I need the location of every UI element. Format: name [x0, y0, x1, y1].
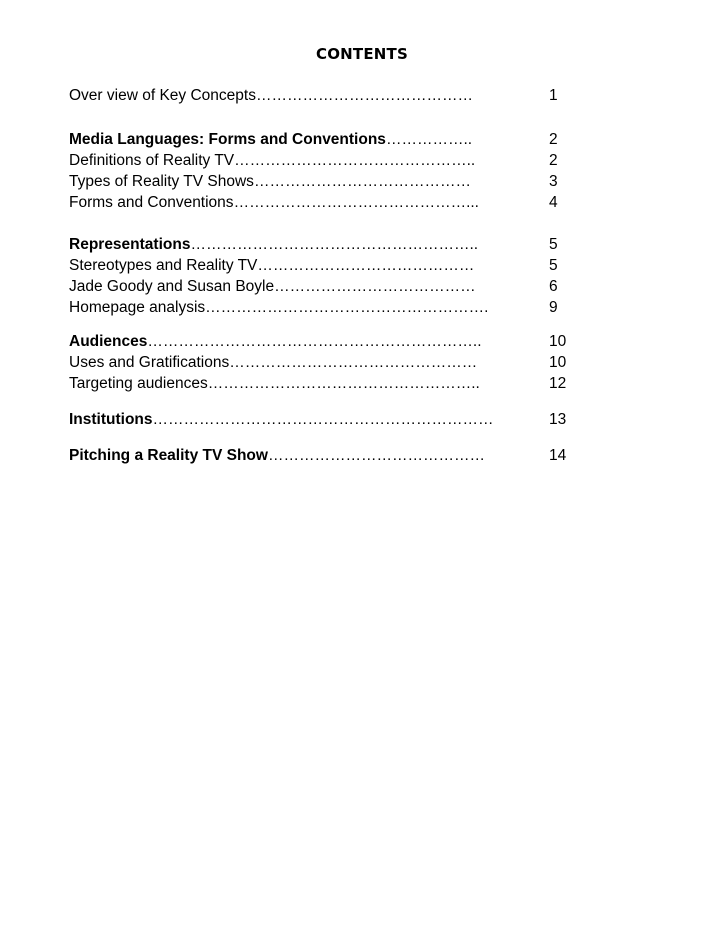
toc-entry-title: Institutions	[69, 411, 153, 428]
toc-entry	[69, 256, 589, 276]
toc-entry-page-number: 10	[549, 333, 567, 350]
toc-entry-title: Jade Goody and Susan Boyle	[69, 278, 275, 295]
toc-entry-page-number: 2	[549, 152, 558, 169]
toc-entry-page-number: 5	[549, 236, 558, 253]
toc-entry-title: Over view of Key Concepts	[69, 87, 256, 104]
toc-entry-leader: ……………………………………………….	[205, 299, 489, 316]
toc-entry	[69, 446, 589, 466]
toc-entry-leader: …………………………………………	[229, 354, 478, 371]
toc-entry	[69, 130, 589, 150]
toc-entry-title: Types of Reality TV Shows	[69, 173, 254, 190]
toc-entry	[69, 410, 589, 430]
toc-entry-leader: ……………………………………	[255, 87, 473, 104]
toc-entry-title: Homepage analysis	[69, 299, 206, 316]
toc-entry	[69, 298, 589, 318]
toc-entry-page-number: 13	[549, 411, 567, 428]
toc-entry-title: Representations	[69, 236, 191, 253]
contents-heading-text: CONTENTS	[316, 45, 408, 63]
contents-heading	[0, 45, 728, 63]
toc-entry-page-number: 6	[549, 278, 558, 295]
toc-entry-leader: ……………..	[385, 131, 473, 148]
toc-entry-leader: ……………………………………	[253, 173, 471, 190]
toc-entry-page-number: 1	[549, 87, 558, 104]
toc-entry-title: Audiences	[69, 333, 148, 350]
toc-entry	[69, 277, 589, 297]
toc-entry-leader: ……………………………………………..	[207, 375, 480, 392]
toc-entry	[69, 172, 589, 192]
toc-entry-leader: ………………………………………..	[234, 152, 476, 169]
toc-entry-page-number: 12	[549, 375, 567, 392]
toc-entry	[69, 235, 589, 255]
toc-entry-title: Stereotypes and Reality TV	[69, 257, 258, 274]
toc-entry-page-number: 3	[549, 173, 558, 190]
toc-entry-title: Media Languages: Forms and Conventions	[69, 131, 386, 148]
toc-entry-title: Targeting audiences	[69, 375, 208, 392]
toc-entry-title: Definitions of Reality TV	[69, 152, 235, 169]
toc-entry-page-number: 10	[549, 354, 567, 371]
toc-entry-leader: ………………………………………………..	[190, 236, 479, 253]
toc-entry	[69, 332, 589, 352]
toc-entry	[69, 193, 589, 213]
toc-entry	[69, 353, 589, 373]
toc-entry-page-number: 9	[549, 299, 558, 316]
toc-entry-title: Pitching a Reality TV Show	[69, 447, 268, 464]
toc-entry-title: Forms and Conventions	[69, 194, 234, 211]
toc-entry	[69, 86, 589, 106]
toc-entry-leader: …………………………………	[274, 278, 476, 295]
toc-entry-page-number: 4	[549, 194, 558, 211]
toc-entry-page-number: 2	[549, 131, 558, 148]
toc-entry	[69, 151, 589, 171]
toc-entry	[69, 374, 589, 394]
toc-entry-leader: ………………………………………………………..	[147, 333, 482, 350]
toc-entry-leader: …………………………………………………………	[152, 411, 494, 428]
toc-entry-leader: ……………………………………	[257, 257, 475, 274]
toc-entry-leader: ………………………………………...	[233, 194, 479, 211]
toc-entry-page-number: 14	[549, 447, 567, 464]
toc-entry-leader: ……………………………………	[267, 447, 485, 464]
toc-entry-title: Uses and Gratifications	[69, 354, 230, 371]
toc-entry-page-number: 5	[549, 257, 558, 274]
